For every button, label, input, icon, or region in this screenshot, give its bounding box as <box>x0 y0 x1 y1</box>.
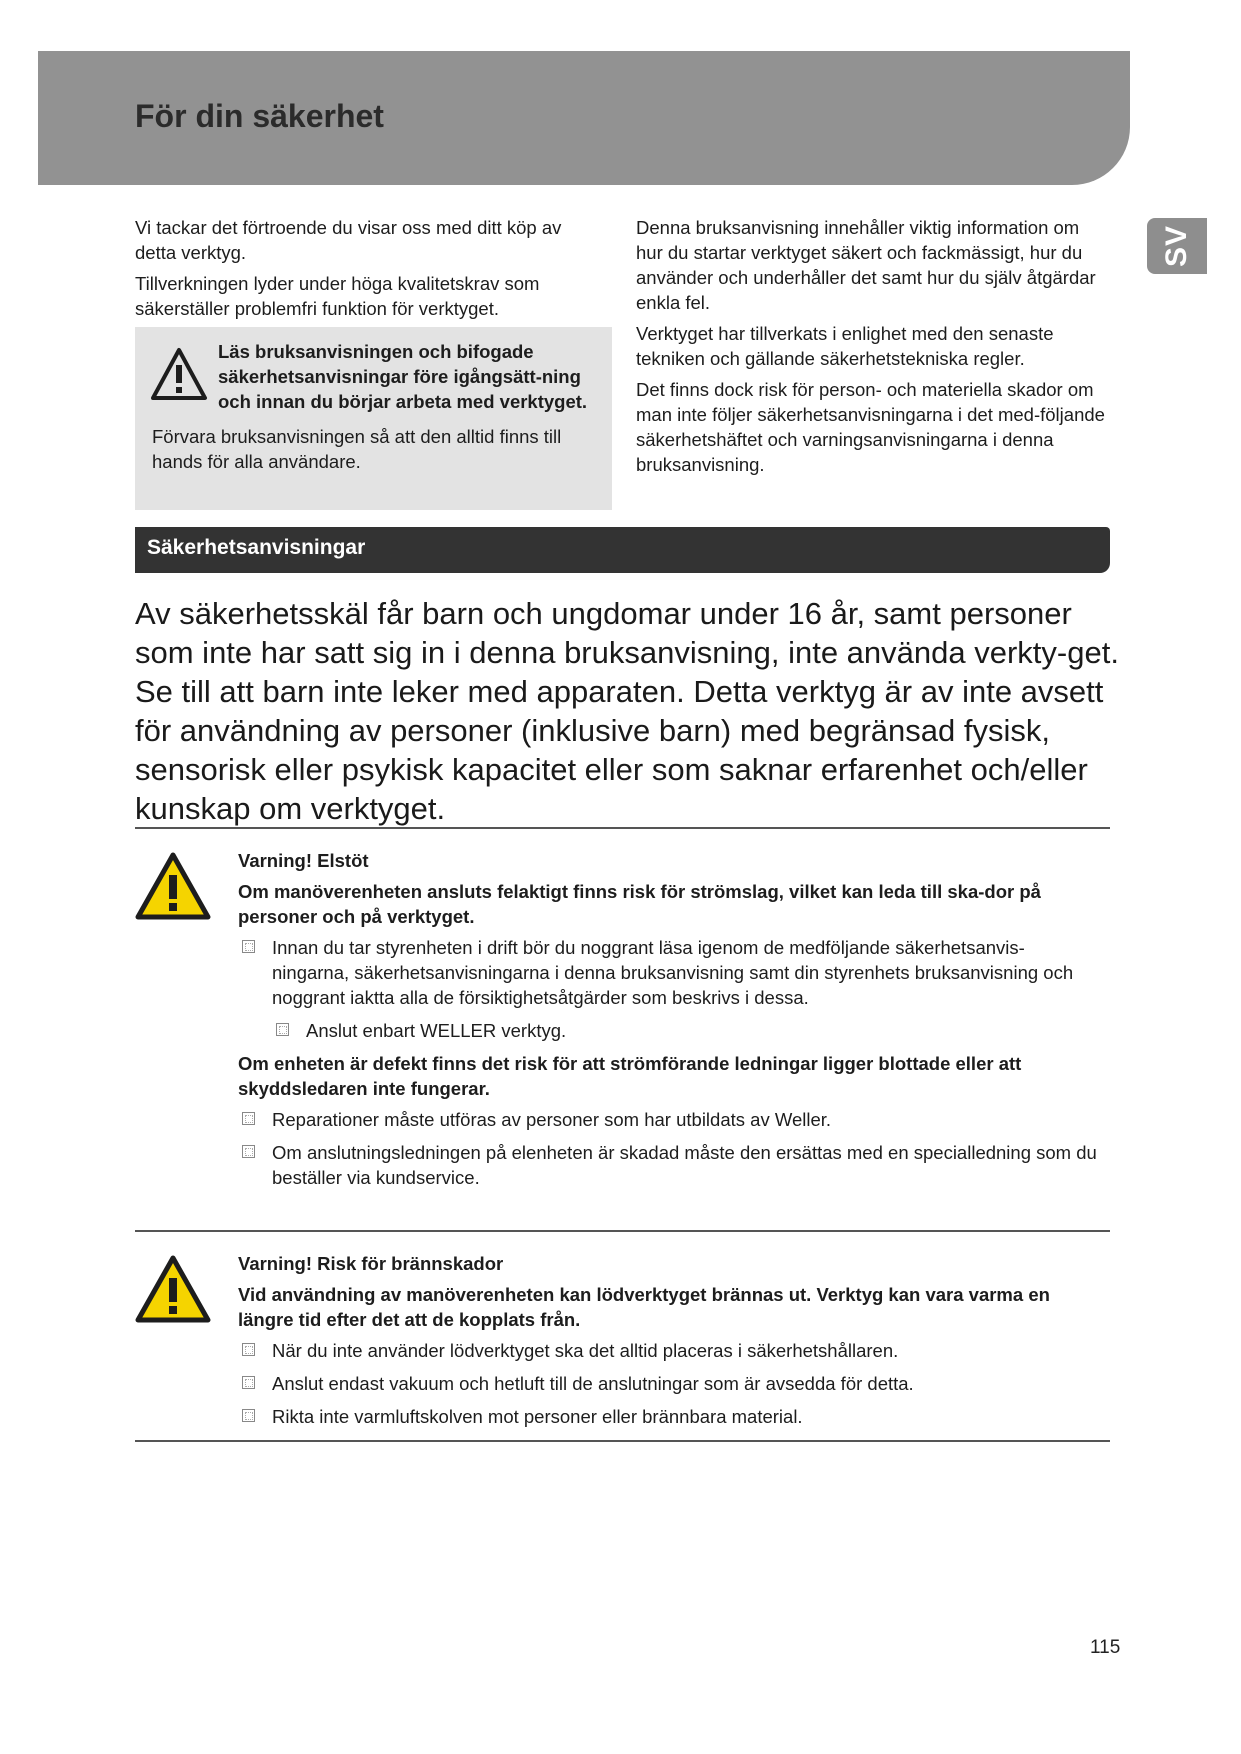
caution-icon <box>150 347 208 401</box>
warning-statement: Om enheten är defekt finns det risk för att strömförande ledningar ligger blottade eller att skyddsledaren inte fungerar. <box>238 1053 1022 1099</box>
info-box-note: Förvara bruksanvisningen så att den alltid finns till hands för alla användare. <box>152 426 562 472</box>
intro-paragraph: Vi tackar det förtroende du visar oss med ditt köp av detta verktyg. <box>135 217 562 263</box>
warning-statement: Vid användning av manöverenheten kan lödverktyget brännas ut. Verktyg kan vara varma en längre tid efter det att de kopplats från. <box>238 1284 1050 1330</box>
intro-right-column <box>636 215 1106 483</box>
square-bullet-icon <box>242 1409 255 1422</box>
list-item-text: Rikta inte varmluftskolven mot personer eller brännbara material. <box>272 1406 803 1427</box>
intro-paragraph: Verktyget har tillverkats i enlighet med den senaste tekniken och gällande säkerhetstekniska regler. <box>636 323 1054 369</box>
list-item <box>238 1371 1098 1396</box>
list-item <box>272 1018 1098 1043</box>
page-title: För din säkerhet <box>135 98 384 134</box>
warning-title: Varning! Elstöt <box>238 850 369 871</box>
list-item <box>238 1107 1098 1132</box>
warning-title: Varning! Risk för brännskador <box>238 1253 504 1274</box>
divider <box>135 1230 1110 1232</box>
intro-paragraph: Det finns dock risk för person- och materiella skador om man inte följer säkerhetsanvisningarna i det med-följande säkerhetshäftet och varningsanvisningarna i denna bruksanvisning. <box>636 379 1105 475</box>
language-tab <box>1147 218 1207 274</box>
divider <box>135 827 1110 829</box>
square-bullet-icon <box>242 1145 255 1158</box>
warning-list <box>238 1338 1098 1429</box>
intro-left-column <box>135 215 605 327</box>
list-item-text: När du inte använder lödverktyget ska det alltid placeras i säkerhetshållaren. <box>272 1340 899 1361</box>
section-header-bar <box>135 527 1110 573</box>
list-item-text: Reparationer måste utföras av personer som har utbildats av Weller. <box>272 1109 832 1130</box>
info-box <box>135 327 612 510</box>
safety-statement: Av säkerhetsskäl får barn och ungdomar under 16 år, samt personer som inte har satt sig in i denna bruksanvisning, inte använda verkty-get. Se till att barn inte leker med apparaten. Detta verktyg är av inte avsett för användning av personer (inklusive barn) med begränsad fysisk, sensorisk eller psykisk kapacitet eller som saknar erfarenhet och/eller kunskap om verktyget. <box>135 596 1119 826</box>
list-item <box>238 1140 1098 1190</box>
section-title: Säkerhetsanvisningar <box>147 536 366 559</box>
list-item <box>238 935 1098 1010</box>
warning-triangle-icon <box>135 1254 211 1324</box>
list-item <box>238 1404 1098 1429</box>
warning-burn-block <box>238 1251 1098 1437</box>
warning-list <box>238 935 1098 1043</box>
warning-electric-block <box>238 848 1098 1198</box>
info-box-instruction: Läs bruksanvisningen och bifogade säkerhetsanvisningar före igångsätt-ning och innan du börjar arbeta med verktyget. <box>218 341 588 412</box>
intro-paragraph: Tillverkningen lyder under höga kvalitetskrav som säkerställer problemfri funktion för verktyget. <box>135 273 540 319</box>
warning-statement: Om manöverenheten ansluts felaktigt finns risk för strömslag, vilket kan leda till ska-dor på personer och på verktyget. <box>238 881 1041 927</box>
list-item-text: Anslut endast vakuum och hetluft till de anslutningar som är avsedda för detta. <box>272 1373 914 1394</box>
square-bullet-icon <box>242 940 255 953</box>
warning-list <box>238 1107 1098 1190</box>
list-item-text: Anslut enbart WELLER verktyg. <box>306 1020 567 1041</box>
list-item-text: Innan du tar styrenheten i drift bör du noggrant läsa igenom de medföljande säkerhetsanvis-ningarna, säkerhetsanvisningarna i denna bruksanvisning samt din styrenhets bruksanvisning och noggrant iaktta alla de försiktighetsåtgärder som beskrivs i dessa. <box>272 937 1074 1008</box>
square-bullet-icon <box>276 1023 289 1036</box>
square-bullet-icon <box>242 1112 255 1125</box>
warning-triangle-icon <box>135 851 211 921</box>
list-item-text: Om anslutningsledningen på elenheten är skadad måste den ersättas med en specialledning som du beställer via kundservice. <box>272 1142 1097 1188</box>
square-bullet-icon <box>242 1343 255 1356</box>
divider <box>135 1440 1110 1442</box>
list-item <box>238 1338 1098 1363</box>
language-tab-label: SV <box>1160 224 1193 268</box>
page-number: 115 <box>1090 1637 1121 1658</box>
intro-paragraph: Denna bruksanvisning innehåller viktig information om hur du startar verktyget säkert och fackmässigt, hur du använder och underhåller det samt hur du själv åtgärdar enkla fel. <box>636 217 1096 313</box>
square-bullet-icon <box>242 1376 255 1389</box>
